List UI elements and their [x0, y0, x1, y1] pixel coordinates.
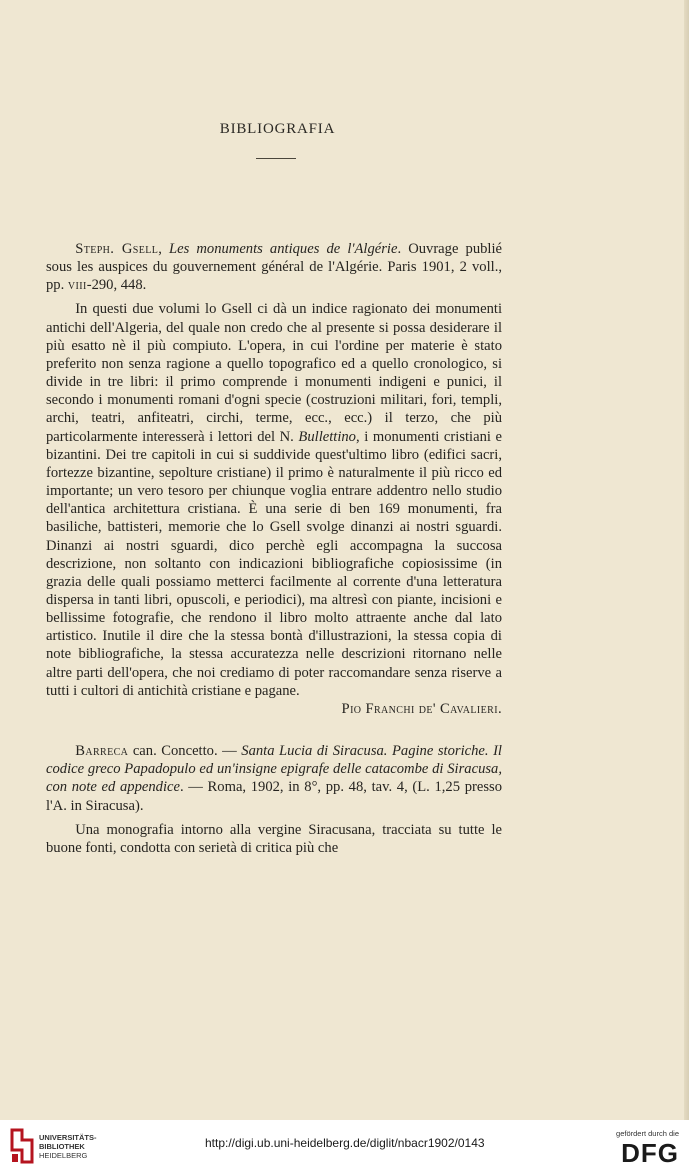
body-text: In questi due volumi lo Gsell ci dà un indice ragionato dei monumenti antichi dell'Algeria, del quale non credo che al presente si possa desiderare il più esatto nè il più compiuto. L'opera, in cui l'ordine per materie è stato preferito non senza ragione a quello topografico ed a quello cronologico, si divide in tre libri: il primo comprende i monumenti indigeni e punici, il secondo i monumenti romani d'ogni specie (costruzioni militari, fori, templi, archi, teatri, anfiteatri, circhi, terme, ecc., ecc.) il terzo, che più particolarmente interesserà i lettori del N. [46, 301, 502, 445]
body-text: , [158, 241, 169, 257]
body-text: can. Concetto. — [128, 743, 242, 760]
italic-title-text: Les monuments antiques de l'Algérie [169, 241, 398, 257]
small-caps-text: viii [67, 277, 87, 294]
page-edge [684, 0, 689, 1120]
citation-barreca [46, 742, 502, 815]
italic-title-text: Santa Lucia di Siracusa. Pagine storiche. Il codice greco Papadopulo ed un'insigne epigrafe delle catacombe di Siracusa, con note ed appendice [46, 743, 502, 796]
review-barreca-body [46, 821, 502, 857]
body-text: -290, 448. [86, 277, 147, 294]
library-line1: UNIVERSITÄTS- [39, 1133, 97, 1142]
section-title: BIBLIOGRAFIA [219, 121, 336, 137]
footer-bar [0, 1120, 689, 1172]
title-rule [256, 158, 296, 159]
permalink-url[interactable]: http://digi.ub.uni-heidelberg.de/diglit/nbacr1902/0143 [205, 1136, 485, 1150]
italic-title-text: Bullettino [298, 428, 356, 445]
review-gsell-signature: Pio Franchi de' Cavalieri. [341, 700, 502, 717]
section-gap [46, 718, 502, 742]
library-line3: HEIDELBERG [39, 1151, 88, 1160]
small-caps-text: Barreca [75, 743, 129, 760]
library-line2: BIBLIOTHEK [39, 1142, 85, 1151]
review-gsell [46, 240, 502, 857]
body-text: . Ouvrage publié sous les auspices du gouvernement général de l'Algérie. Paris 1901, 2 voll., pp. [46, 241, 502, 294]
funding-note: gefördert durch die [616, 1129, 679, 1138]
body-text: . — Roma, 1902, in 8°, pp. 48, tav. 4, (L. 1,25 presso l'A. in Siracusa). [46, 779, 502, 814]
review-gsell-body [46, 300, 502, 699]
citation-gsell [46, 240, 502, 294]
body-text: Una monografia intorno alla vergine Siracusana, tracciata su tutte le buone fonti, condotta con serietà di critica più che [46, 821, 502, 856]
library-name [39, 1133, 97, 1160]
university-library-logo-icon [8, 1128, 36, 1164]
dfg-logo: DFG [621, 1138, 679, 1168]
body-text: , i monumenti cristiani e bizantini. Dei tre capitoli in cui si suddivide quest'ultimo libro (edifici sacri, fortezze bizantine, sepolture cristiane) il primo è naturalmente il più ricco ed importante; un vero tesoro per chiunque voglia entrare addentro nello studio dell'antica architettura cristiana. È una serie di ben 169 monumenti, fra basiliche, battisteri, memorie che lo Gsell svolge dinanzi ai nostri sguardi. Dinanzi ai nostri sguardi, dico perchè egli accompagna la succosa descrizione, non soltanto con indicazioni bibliografiche copiosissime (in grazia delle quali possiamo metterci facilmente al corrente d'una letteratura dispersa in tanti libri, opuscoli, e periodici), ma altresì con piante, incisioni e bellissime fotografie, che rendono il libro molto attraente anche dal lato artistico. Inutile il dire che la stessa bontà d'illustrazioni, la stessa copia di note bibliografiche, la stessa accuratezza nelle descrizioni ritornano nelle altre parti dell'opera, che noi crediamo di poter raccomandare senza riserve a tutti i cultori di antichità cristiane e pagane. [46, 428, 503, 699]
small-caps-text: Steph. Gsell [75, 241, 159, 257]
